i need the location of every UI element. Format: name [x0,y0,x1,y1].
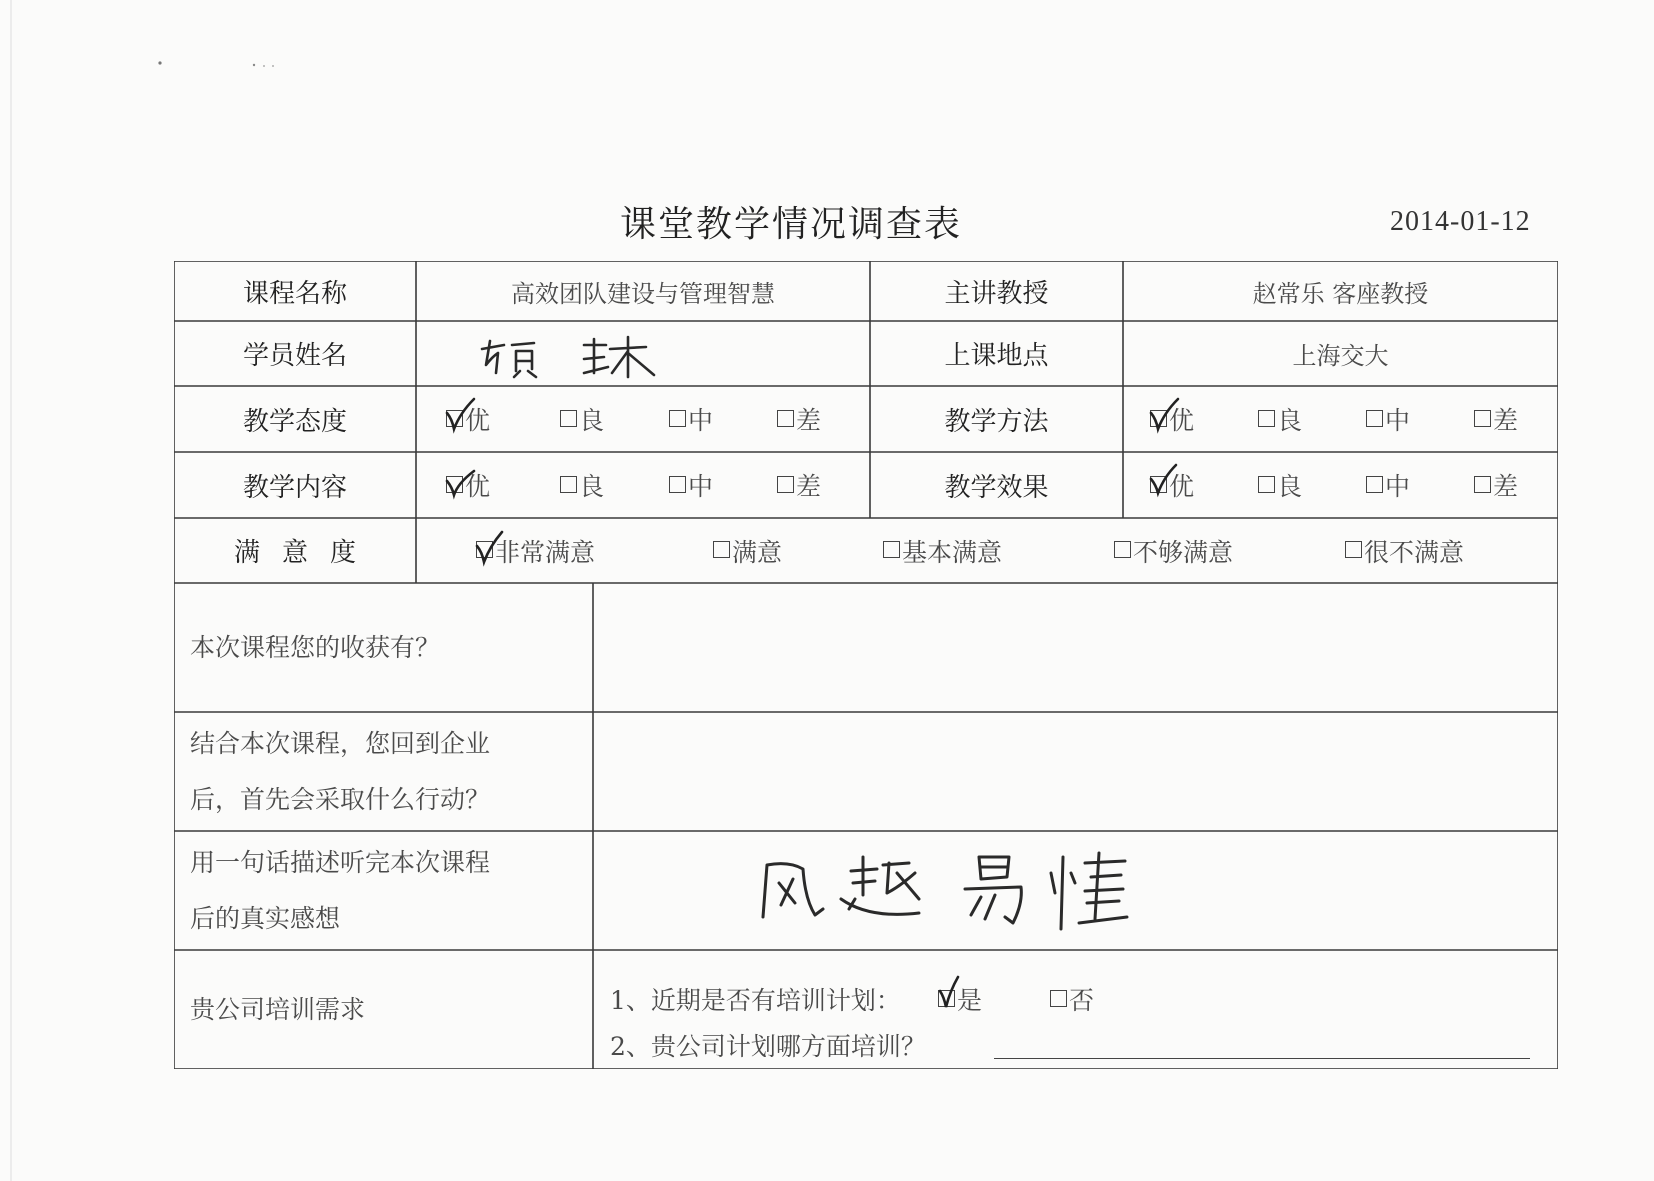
feeling-question-line-2: 后的真实感想 [190,903,341,933]
attitude-option-poor[interactable] [777,386,821,452]
feeling-answer-field[interactable] [593,831,1558,950]
training-plan-question [610,979,901,1019]
course-name-value: 高效团队建设与管理智慧 [511,279,775,308]
training-plan-option-no[interactable] [1050,979,1094,1019]
satisfaction-option-not-satisfied[interactable] [1114,518,1233,583]
option-label: 满意 [732,537,783,567]
checkbox-checked[interactable] [446,410,463,427]
satisfaction-option-satisfied[interactable] [713,518,782,583]
student-name-label: 学员姓名 [242,341,347,371]
scan-edge [10,0,12,1181]
checkbox[interactable] [560,476,577,493]
checkbox[interactable] [1474,476,1491,493]
method-option-poor[interactable] [1474,386,1518,452]
checkbox[interactable] [1366,410,1383,427]
form-date: 2014-01-12 [1390,206,1531,237]
checkbox-checked[interactable] [476,541,493,558]
option-label: 中 [688,472,714,501]
checkbox[interactable] [713,541,730,558]
checkbox[interactable] [1114,541,1131,558]
method-option-average[interactable] [1366,386,1410,452]
option-label: 基本满意 [902,537,1003,567]
satisfaction-option-very-unsatisfied[interactable] [1345,518,1464,583]
option-label: 是 [957,986,983,1015]
effect-option-excellent[interactable] [1150,452,1194,518]
satisfaction-option-very-satisfied[interactable] [476,518,595,583]
option-label: 良 [1277,472,1303,501]
check-mark-icon [1148,463,1182,499]
check-mark-icon [936,977,970,1013]
method-option-good[interactable] [1258,386,1302,452]
option-label: 差 [1493,406,1519,435]
checkbox[interactable] [1345,541,1362,558]
effect-option-good[interactable] [1258,452,1302,518]
option-label: 不够满意 [1133,537,1234,567]
training-plan-option-yes[interactable] [938,979,982,1019]
checkbox[interactable] [669,476,686,493]
option-label: 优 [465,472,491,501]
teaching-attitude-label: 教学态度 [242,406,347,437]
action-question-line-2: 后，首先会采取什么行动？ [190,784,491,814]
checkbox-checked[interactable] [938,990,955,1007]
option-label: 中 [1385,472,1411,501]
content-option-good[interactable] [560,452,604,518]
attitude-option-excellent[interactable] [446,386,490,452]
checkbox-checked[interactable] [1150,476,1167,493]
option-label: 良 [579,472,605,501]
checkbox-checked[interactable] [1150,410,1167,427]
check-mark-icon [444,397,478,433]
checkbox[interactable] [1258,476,1275,493]
option-label: 非常满意 [495,537,596,567]
gains-question: 本次课程您的收获有？ [190,632,441,662]
teaching-effect-label: 教学效果 [944,472,1049,503]
option-label: 优 [1169,472,1195,501]
gains-answer-field[interactable] [593,583,1558,712]
form-title: 课堂教学情况调查表 [620,204,963,245]
method-option-excellent[interactable] [1150,386,1194,452]
scan-specks [156,58,286,72]
teaching-method-label: 教学方法 [944,406,1049,437]
action-question-line-1: 结合本次课程，您回到企业 [190,728,491,758]
action-answer-field[interactable] [593,712,1558,831]
content-option-average[interactable] [669,452,713,518]
checkbox[interactable] [1474,410,1491,427]
checkbox[interactable] [1050,990,1067,1007]
feeling-answer-handwriting [759,843,1139,933]
checkbox[interactable] [1258,410,1275,427]
training-area-answer-line[interactable] [994,1058,1530,1059]
training-needs-label: 贵公司培训需求 [190,994,366,1024]
location-value: 上海交大 [1292,342,1389,370]
location-label: 上课地点 [944,341,1049,371]
check-mark-icon [444,463,478,499]
content-option-excellent[interactable] [446,452,490,518]
training-area-question-text: 2、贵公司计划哪方面培训？ [610,1032,926,1061]
course-name-label: 课程名称 [242,278,347,309]
checkbox[interactable] [669,410,686,427]
action-question [174,712,593,831]
training-plan-question-text: 1、近期是否有培训计划： [610,986,901,1015]
checkbox[interactable] [1366,476,1383,493]
option-label: 中 [688,406,714,435]
checkbox[interactable] [777,476,794,493]
feeling-question [174,831,593,950]
option-label: 优 [465,406,491,435]
lecturer-label: 主讲教授 [944,278,1049,309]
satisfaction-option-basically-satisfied[interactable] [883,518,1002,583]
check-mark-icon [474,528,508,564]
option-label: 良 [1277,406,1303,435]
option-label: 优 [1169,406,1195,435]
student-name-handwriting [476,331,676,381]
lecturer-value: 赵常乐 客座教授 [1252,279,1429,308]
checkbox[interactable] [883,541,900,558]
option-label: 良 [579,406,605,435]
option-label: 很不满意 [1364,537,1465,567]
checkbox[interactable] [560,410,577,427]
feeling-question-line-1: 用一句话描述听完本次课程 [190,847,491,877]
teaching-content-label: 教学内容 [242,472,347,503]
content-option-poor[interactable] [777,452,821,518]
checkbox[interactable] [777,410,794,427]
check-mark-icon [1148,397,1182,433]
attitude-option-good[interactable] [560,386,604,452]
effect-option-poor[interactable] [1474,452,1518,518]
attitude-option-average[interactable] [669,386,713,452]
option-label: 否 [1069,986,1095,1015]
training-area-question [610,1025,926,1065]
satisfaction-label: 满意度 [233,538,378,568]
option-label: 差 [796,472,822,501]
checkbox-checked[interactable] [446,476,463,493]
option-label: 差 [796,406,822,435]
effect-option-average[interactable] [1366,452,1410,518]
option-label: 差 [1493,472,1519,501]
option-label: 中 [1385,406,1411,435]
survey-form [174,261,1558,1069]
